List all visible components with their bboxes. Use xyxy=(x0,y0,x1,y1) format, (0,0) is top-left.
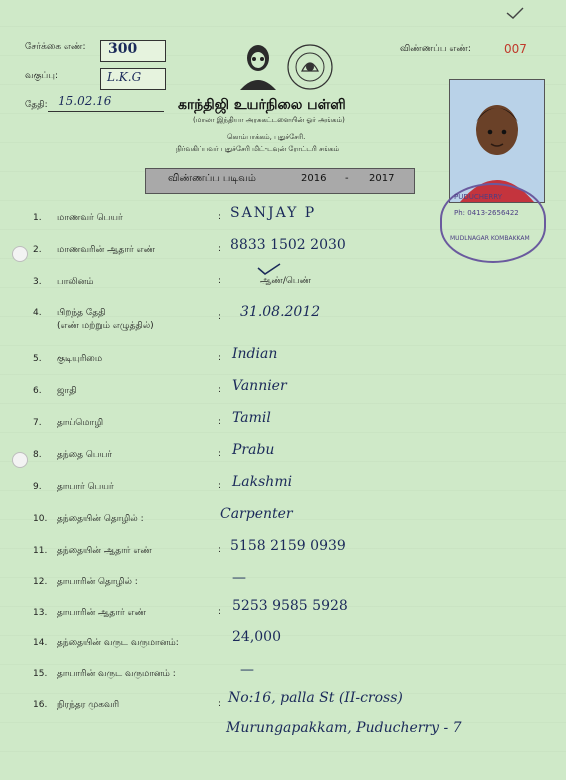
row-label: தாயாரின் வருட வருமானம் : xyxy=(57,669,176,679)
row-number: 11. xyxy=(33,546,48,556)
row-label: ஜாதி xyxy=(57,386,77,396)
row-sublabel: (எண் மற்றும் எழுத்தில்) xyxy=(57,321,154,331)
year-dash: - xyxy=(345,173,349,184)
row-number: 9. xyxy=(33,482,42,492)
mother-name-value: Lakshmi xyxy=(232,474,293,490)
class-value: L.K.G xyxy=(107,70,142,84)
gandhi-portrait-logo xyxy=(234,40,282,92)
year-start: 2016 xyxy=(301,173,327,184)
row-number: 15. xyxy=(33,669,48,679)
row-label: தந்தையின் வருட வருமானம்: xyxy=(57,638,179,648)
mother-aadhaar-value: 5253 9585 5928 xyxy=(232,598,348,614)
row-label: தந்தையின் தொழில் : xyxy=(57,514,144,524)
stamp-phone: Ph: 0413-2656422 xyxy=(454,209,519,217)
row-number: 6. xyxy=(33,386,42,396)
stamp-top-text: PUDUCHERRY xyxy=(454,193,502,201)
dob-value: 31.08.2012 xyxy=(240,304,321,320)
application-no-label: விண்ணப்ப எண்: xyxy=(400,44,471,54)
form-title: விண்ணப்ப படிவம் xyxy=(168,173,256,184)
application-no-value: 007 xyxy=(504,42,527,56)
admission-no-label: சேர்க்கை எண்: xyxy=(25,42,86,52)
school-address: கொம்பாக்கம், புதுச்சேரி. xyxy=(227,133,306,141)
row-number: 3. xyxy=(33,277,42,287)
row-label: குடியுரிமை xyxy=(57,354,103,364)
row-label: நிரந்தர முகவரி xyxy=(57,700,120,710)
row-number: 16. xyxy=(33,700,48,710)
row-number: 1. xyxy=(33,213,42,223)
date-underline xyxy=(48,111,164,112)
row-label: தாய்மொழி xyxy=(57,418,104,428)
row-number: 13. xyxy=(33,608,48,618)
school-name: காந்திஜி உயர்நிலை பள்ளி xyxy=(178,97,346,113)
row-number: 5. xyxy=(33,354,42,364)
father-aadhaar-value: 5158 2159 0939 xyxy=(230,538,346,554)
father-income-value: 24,000 xyxy=(232,629,281,645)
row-label: தாயார் பெயர் xyxy=(57,482,114,492)
nationality-value: Indian xyxy=(232,346,278,362)
row-number: 12. xyxy=(33,577,48,587)
mother-income-value: — xyxy=(240,662,254,678)
row-label: தந்தையின் ஆதார் எண் xyxy=(57,546,152,556)
row-number: 14. xyxy=(33,638,48,648)
row-label: தாயாரின் தொழில் : xyxy=(57,577,138,587)
class-label: வகுப்பு: xyxy=(25,71,58,81)
row-label: தாயாரின் ஆதார் எண் xyxy=(57,608,147,618)
row-number: 10. xyxy=(33,514,48,524)
row-number: 8. xyxy=(33,450,42,460)
row-label: தந்தை பெயர் xyxy=(57,450,112,460)
admission-no-value: 300 xyxy=(108,41,138,57)
father-name-value: Prabu xyxy=(232,442,275,458)
school-management: நிர்வகிப்பவர் புதுச்சேரி மிட்-டவுன் ரோட்டரி சங்கம் xyxy=(176,145,340,153)
gender-options: ஆண்/பெண் xyxy=(260,276,312,286)
mother-occupation-value: — xyxy=(232,570,246,586)
caste-value: Vannier xyxy=(232,378,287,394)
student-aadhaar-value: 8833 1502 2030 xyxy=(230,237,346,253)
row-label: மாணவர் பெயர் xyxy=(57,213,123,223)
punch-hole-bottom xyxy=(12,452,28,468)
address-line1-value: No:16, palla St (II-cross) xyxy=(228,690,403,706)
row-label: பாலினம் xyxy=(57,277,94,287)
mother-tongue-value: Tamil xyxy=(232,410,271,426)
father-occupation-value: Carpenter xyxy=(220,506,293,522)
school-stamp xyxy=(440,183,546,263)
gender-tick-icon xyxy=(256,262,282,276)
address-line2-value: Murungapakkam, Puducherry - 7 xyxy=(226,720,462,736)
check-mark-icon xyxy=(505,6,525,20)
stamp-bottom-text: MUDLNAGAR KOMBAKKAM xyxy=(450,235,530,242)
date-label: தேதி: xyxy=(25,100,48,110)
row-label: பிறந்த தேதி xyxy=(57,308,106,318)
row-number: 7. xyxy=(33,418,42,428)
punch-hole-top xyxy=(12,246,28,262)
student-name-value: SANJAY P xyxy=(230,205,317,221)
row-label: மாணவரின் ஆதார் எண் xyxy=(57,245,156,255)
school-subtitle: (மாலா இந்தியா அரசுகட்டளையின் ஓர் அங்கம்) xyxy=(193,116,345,124)
form-title-bar xyxy=(145,168,415,194)
date-value: 15.02.16 xyxy=(58,94,112,108)
row-number: 2. xyxy=(33,245,42,255)
application-form-page: சேர்க்கை எண்: 300 வகுப்பு: L.K.G தேதி: 15.02.16 விண்ணப்ப எண்: 007 காந்திஜி உயர்நிலை பள்ளி (மாலா இந்தியா அரசுகட்டளையின் ஓர் அங்கம்) கொம்பாக்கம், புதுச்சேரி. நிர்வகிப்பவர் புதுச்சேரி மிட்-டவுன் ரோட்டரி சங்கம் விண்ணப்ப படிவம் 2016 - 2017 PUDUCHERRY Ph: 0413-2656422 MUDLNAGAR KOMBAKKAM 1. மாணவர் பெயர் : SANJAY P 2. மாணவரின் ஆதார் எண் : 8833 1502 2030 3. பாலினம் : ஆண்/பெண் 4. பிறந்த தேதி (எண் மற்றும் எழுத்தில்) : 31.08.2012 5. குடியுரிமை : Indian 6. ஜாதி : Vannier 7. தாய்மொழி : Tamil 8. தந்தை பெயர் : Prabu 9. தாயார் பெயர் : Lakshmi 10. தந்தையின் தொழில் : Carpenter 11. தந்தையின் ஆதார் எண் : 5158 2159 0939 12. தாயாரின் தொழில் : — 13. தாயாரின் ஆதார் எண் : 5253 9585 5928 14. தந்தையின் வருட வருமானம்: 24,000 15. தாயாரின் வருட வருமானம் : — 16. நிரந்தர முகவரி : No:16, palla St (II-cross) Murungapakkam, Puducherry - 7 xyxy=(0,0,566,780)
rotary-school-emblem xyxy=(286,43,334,91)
row-number: 4. xyxy=(33,308,42,318)
year-end: 2017 xyxy=(369,173,395,184)
